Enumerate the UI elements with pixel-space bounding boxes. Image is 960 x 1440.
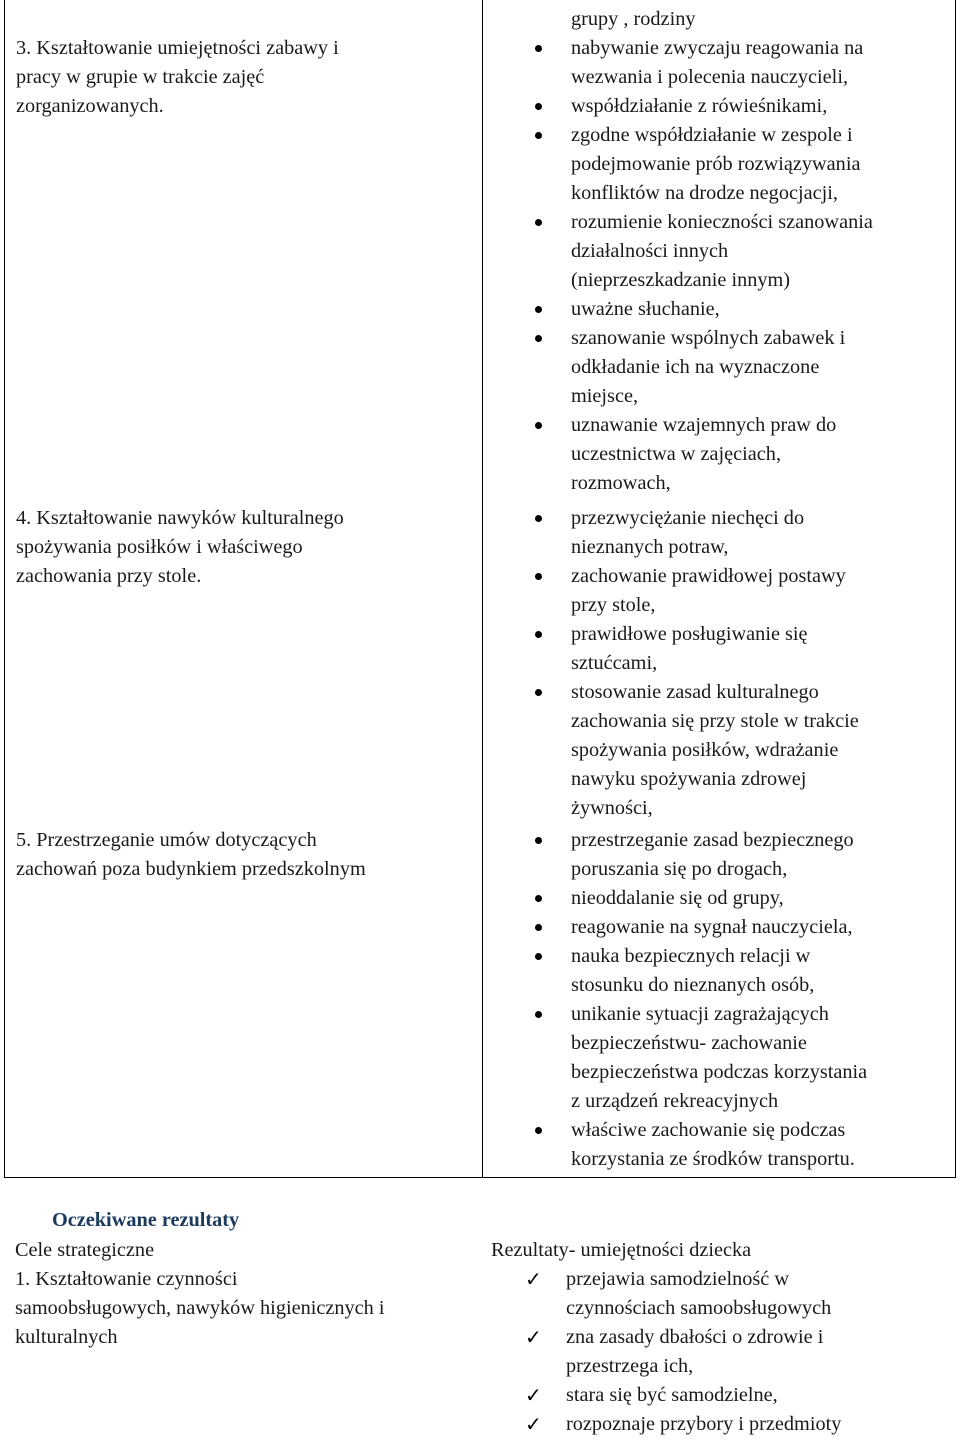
bullet-icon bbox=[535, 132, 542, 139]
bullet-icon bbox=[535, 837, 542, 844]
bullet-icon bbox=[535, 631, 542, 638]
bullet-icon bbox=[535, 306, 542, 313]
list-item: prawidłowe posługiwanie się sztućcami, bbox=[571, 620, 956, 678]
results-heading: Oczekiwane rezultaty bbox=[52, 1209, 240, 1231]
bullet-icon bbox=[535, 1127, 542, 1134]
list-item: właściwe zachowanie się podczas korzystania ze środków transportu. bbox=[571, 1116, 956, 1174]
list-item: ✓ stara się być samodzielne, bbox=[566, 1381, 951, 1410]
bullet-icon bbox=[535, 515, 542, 522]
bullet-icon bbox=[535, 219, 542, 226]
list-item: przezwyciężanie niechęci do nieznanych potraw, bbox=[571, 504, 956, 562]
list-item: nabywanie zwyczaju reagowania na wezwania i polecenia nauczycieli, bbox=[571, 34, 956, 92]
child-skills-list bbox=[491, 1265, 951, 1439]
goals-table bbox=[4, 0, 956, 1178]
bullet-icon bbox=[535, 335, 542, 342]
checkmark-icon: ✓ bbox=[525, 1412, 542, 1436]
checkmark-icon: ✓ bbox=[525, 1325, 542, 1349]
strategic-goals-column bbox=[15, 1236, 475, 1352]
list-item: uważne słuchanie, bbox=[571, 295, 956, 324]
bullet-icon bbox=[535, 573, 542, 580]
list-item: stosowanie zasad kulturalnego zachowania się przy stole w trakcie spożywania posiłków, wdrażanie nawyku spożywania zdrowej żywności, bbox=[571, 678, 956, 823]
row-3-list bbox=[571, 34, 956, 498]
row-3-intro: grupy , rodziny bbox=[571, 8, 696, 30]
strategic-goals-header: Cele strategiczne bbox=[15, 1239, 155, 1261]
list-item: ✓ zna zasady dbałości o zdrowie i przestrzega ich, bbox=[525, 1325, 824, 1377]
list-item: nieoddalanie się od grupy, bbox=[571, 884, 956, 913]
row-4-list bbox=[571, 504, 956, 823]
list-item: reagowanie na sygnał nauczyciela, bbox=[571, 913, 956, 942]
goal-5-text: 5. Przestrzeganie umów dotyczących zachowań poza budynkiem przedszkolnym bbox=[16, 829, 366, 880]
list-item: unikanie sytuacji zagrażających bezpieczeństwu- zachowanie bezpieczeństwa podczas korzystania z urządzeń rekreacyjnych bbox=[571, 1000, 956, 1116]
list-item: uznawanie wzajemnych praw do uczestnictwa w zajęciach, rozmowach, bbox=[571, 411, 956, 498]
bullet-icon bbox=[535, 953, 542, 960]
list-item: zachowanie prawidłowej postawy przy stole, bbox=[571, 562, 956, 620]
strategic-goal-1: 1. Kształtowanie czynności samoobsługowych, nawyków higienicznych i kulturalnych bbox=[15, 1268, 385, 1348]
bullet-icon bbox=[535, 895, 542, 902]
list-item: rozumienie konieczności szanowania działalności innych (nieprzeszkadzanie innym) bbox=[571, 208, 956, 295]
bullet-icon bbox=[535, 1011, 542, 1018]
list-item: nauka bezpiecznych relacji w stosunku do nieznanych osób, bbox=[571, 942, 956, 1000]
goal-4-text: 4. Kształtowanie nawyków kulturalnego spożywania posiłków i właściwego zachowania przy stole. bbox=[16, 507, 344, 587]
bullet-icon bbox=[535, 924, 542, 931]
checkmark-icon: ✓ bbox=[525, 1383, 542, 1407]
list-item: zgodne współdziałanie w zespole i podejmowanie prób rozwiązywania konfliktów na drodze negocjacji, bbox=[571, 121, 956, 208]
child-skills-column bbox=[491, 1236, 951, 1439]
bullet-icon bbox=[535, 45, 542, 52]
bullet-icon bbox=[535, 689, 542, 696]
list-item: przestrzeganie zasad bezpiecznego poruszania się po drogach, bbox=[571, 826, 956, 884]
goal-3-text: 3. Kształtowanie umiejętności zabawy i pracy w grupie w trakcie zajęć zorganizowanych. bbox=[16, 37, 339, 117]
checkmark-icon: ✓ bbox=[525, 1267, 542, 1291]
list-item: ✓ przejawia samodzielność w czynnościach samoobsługowych bbox=[525, 1267, 832, 1319]
list-item: szanowanie wspólnych zabawek i odkładanie ich na wyznaczone miejsce, bbox=[571, 324, 956, 411]
list-item: ✓ rozpoznaje przybory i przedmioty bbox=[566, 1410, 951, 1439]
column-divider bbox=[482, 0, 483, 1177]
row-5-list bbox=[571, 826, 956, 1174]
bullet-icon bbox=[535, 103, 542, 110]
bullet-icon bbox=[535, 422, 542, 429]
list-item: współdziałanie z rówieśnikami, bbox=[571, 92, 956, 121]
child-skills-header: Rezultaty- umiejętności dziecka bbox=[491, 1239, 752, 1261]
